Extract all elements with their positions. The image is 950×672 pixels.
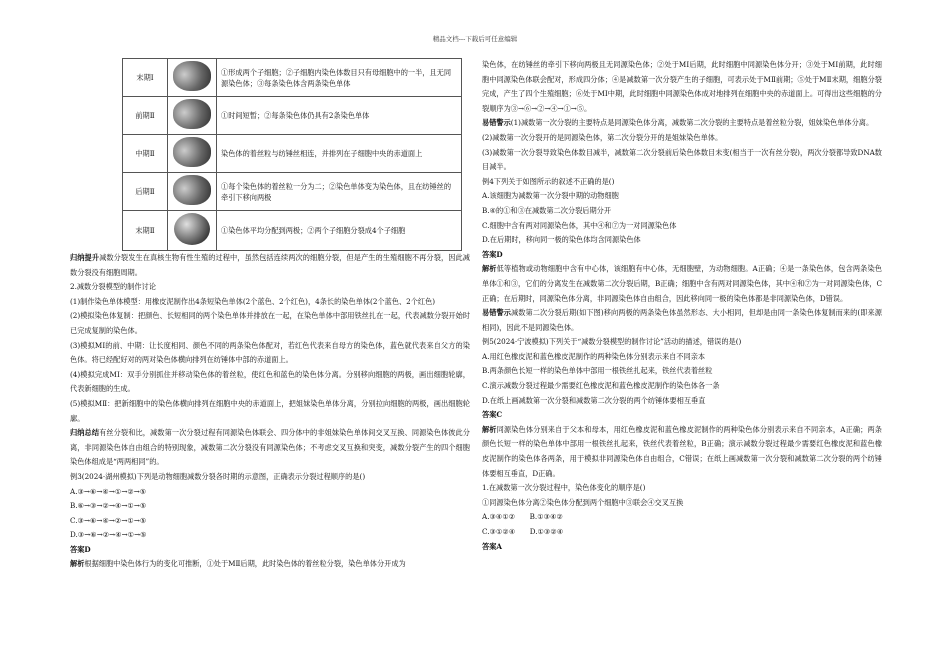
option: B.⑥→③→②→④→①→⑤ bbox=[70, 501, 147, 511]
paragraph: (2)减数第一次分裂开的是同源染色体，第二次分裂分开的是姐妹染色单体。 bbox=[482, 132, 723, 142]
paragraph: (2)模拟染色体复制：把颜色、长短相同的两个染色单体并排放在一起，在染色单体中部用铁丝扎在一起，代表减数分裂开始时已完成复制的染色体。 bbox=[70, 311, 470, 335]
stage-description: ①形成两个子细胞；②子细胞内染色体数目只有母细胞中的一半，且无同源染色体；③每条染色体含两条染色单体 bbox=[217, 59, 462, 97]
paragraph: (1)制作染色单体模型：用橡皮泥制作出4条短染色单体(2个蓝色、2个红色)，4条长的染色单体(2个蓝色、2个红色) bbox=[70, 296, 436, 306]
option: D.③→⑥→②→④→①→⑤ bbox=[70, 530, 147, 540]
example-question: 例3(2024·湖州模拟)下列是动物细胞减数分裂各时期的示意图，正确表示分裂过程顺序的是() bbox=[70, 471, 366, 481]
example-question: 例5(2024·宁波模拟)下列关于“减数分裂模型的制作讨论”活动的描述，错误的是() bbox=[482, 337, 742, 347]
option: B.④的①和③在减数第二次分裂后期分开 bbox=[482, 205, 612, 215]
option: A.用红色橡皮泥和蓝色橡皮泥制作的两种染色体分别表示来自不同亲本 bbox=[482, 351, 706, 361]
option: D.在纸上画减数第一次分裂和减数第二次分裂的两个纺锤体要相互垂直 bbox=[482, 395, 706, 405]
option: D.在后期时，移向同一极的染色体均含同源染色体 bbox=[482, 235, 641, 245]
option: C.细胞中含有两对同源染色体，其中④和⑦为一对同源染色体 bbox=[482, 220, 677, 230]
paragraph: (4)模拟完成MⅠ：双手分别抓住并移动染色体的着丝粒，使红色和蓝色的染色体分离。分别移向细胞的两极，画出细胞轮廓，代表新细胞的生成。 bbox=[70, 369, 470, 394]
left-column bbox=[70, 58, 470, 572]
table-row bbox=[123, 135, 462, 173]
table-row bbox=[123, 173, 462, 211]
stage-description: ①时间短暂；②每条染色体仍具有2条染色单体 bbox=[217, 97, 462, 135]
stage-description: ①每个染色体的着丝粒一分为二；②染色单体变为染色体，且在纺锤丝的牵引下移向两极 bbox=[217, 173, 462, 211]
option: B.两条颜色长短一样的染色单体中部用一根铁丝扎起来，铁丝代表着丝粒 bbox=[482, 366, 713, 376]
warning-paragraph: 易错警示减数第二次分裂后期(如下图)移向两极的两条染色体虽然形态、大小相同，但却是由同一条染色体复制而来的(即来源相同)，因此不是同源染色体。 bbox=[482, 308, 882, 332]
cell-anaphase-icon bbox=[173, 175, 211, 205]
table-row bbox=[123, 211, 462, 251]
cell-metaphase-icon bbox=[173, 137, 211, 167]
answer: 答案C bbox=[482, 410, 503, 420]
table-row bbox=[123, 97, 462, 135]
summary-paragraph: 归纳提升减数分裂发生在真核生物有性生殖的过程中，虽然包括连续两次的细胞分裂，但是产生的生殖细胞不再分裂，因此减数分裂没有细胞周期。 bbox=[70, 253, 470, 277]
stage-name: 后期Ⅱ bbox=[123, 173, 168, 211]
stage-name: 末期Ⅰ bbox=[123, 59, 168, 97]
stage-description: 染色体的着丝粒与纺锤丝相连，并排列在子细胞中央的赤道面上 bbox=[217, 135, 462, 173]
option: C.③→⑥→④→②→①→⑤ bbox=[70, 515, 147, 525]
option-row: A.③④①② B.①③④② bbox=[482, 512, 563, 522]
analysis: 解析根据细胞中染色体行为的变化可推断，①处于MⅡ后期，此时染色体的着丝粒分裂，染色单体分开成为 bbox=[70, 559, 406, 569]
summary-paragraph: 归纳总结有丝分裂和比，减数第一次分裂过程有同源染色体联会、四分体中的非姐妹染色单体间交叉互换、同源染色体彼此分离，非同源染色体自由组合的特别现象，减数第二次分裂没有同源染色体；不考虑交叉互换和突变，减数分裂产生的四个细胞染色体组成是“两两相同”的。 bbox=[70, 428, 470, 467]
stage-description: ①染色体平均分配到两极；②两个子细胞分裂成4个子细胞 bbox=[217, 211, 462, 251]
exercise-question: 1.在减数第一次分裂过程中，染色体变化的顺序是() bbox=[482, 483, 646, 493]
analysis: 解析低等植物或动物细胞中含有中心体，该细胞有中心体，无细胞壁，为动物细胞。A正确；④是一条染色体，包含两条染色单体①和③，它们的分离发生在减数第二次分裂后期，B正确；细胞中含有两对同源染色体，其中④和⑦为一对同源染色体，C正确；在后期时，同源染色体分离，非同源染色体自由组合，因此移向同一极的染色体都是非同源染色体，D错误。 bbox=[482, 264, 882, 303]
warning-paragraph: 易错警示(1)减数第一次分裂的主要特点是同源染色体分离，减数第二次分裂的主要特点是着丝粒分裂，姐妹染色单体分离。 bbox=[482, 118, 874, 128]
option: A.③→⑥→④→①→②→⑤ bbox=[70, 486, 147, 496]
section-title: 2.减数分裂模型的制作讨论 bbox=[70, 282, 156, 292]
page-header: 精品文档---下载后可任意编辑 bbox=[432, 35, 518, 43]
cell-four-cells-icon bbox=[174, 213, 210, 245]
option: A.该细胞为减数第一次分裂中期的动物细胞 bbox=[482, 191, 619, 201]
paragraph: (3)减数第一次分裂导致染色体数目减半，减数第二次分裂前后染色体数目未变(相当于一次有丝分裂)，两次分裂都导致DNA数目减半。 bbox=[482, 147, 882, 172]
answer: 答案D bbox=[70, 544, 91, 554]
meiosis-stage-table bbox=[122, 58, 462, 251]
example-question: 例4下列关于如图所示的叙述不正确的是() bbox=[482, 176, 615, 186]
cell-prophase-icon bbox=[173, 99, 211, 129]
exercise-items: ①同源染色体分离②染色体分配到两个细胞中③联会④交叉互换 bbox=[482, 497, 684, 507]
stage-name: 末期Ⅱ bbox=[123, 211, 168, 251]
paragraph: 染色体，在纺锤丝的牵引下移向两极且无同源染色体；②处于MⅠ后期，此时细胞中同源染色体分开；③处于MⅠ前期，此时细胞中同源染色体联会配对，形成四分体；④是减数第一次分裂产生的子细胞，可表示处于MⅡ前期；⑤处于MⅡ末期，细胞分裂完成，产生了四个生殖细胞；⑥处于MⅠ中期，此时细胞中同源染色体成对地排列在细胞中央的赤道面上。可得出这些细胞的分裂顺序为③→⑥→②→④→①→⑤。 bbox=[482, 60, 882, 113]
stage-name: 前期Ⅱ bbox=[123, 97, 168, 135]
paragraph: (3)模拟MⅠ的前、中期：让长度相同、颜色不同的两条染色体配对，若红色代表来自母方的染色体，蓝色就代表来自父方的染色体。将已经配好对的两对染色体横向排列在纺锤体中部的赤道面上。 bbox=[70, 340, 470, 365]
paragraph: (5)模拟MⅡ：把新细胞中的染色体横向排列在细胞中央的赤道面上，把姐妹染色单体分离，分别拉向细胞的两极，画出细胞轮廓。 bbox=[70, 398, 470, 423]
stage-name: 中期Ⅱ bbox=[123, 135, 168, 173]
cell-two-nuclei-icon bbox=[173, 61, 211, 91]
analysis: 解析同源染色体分别来自于父本和母本，用红色橡皮泥和蓝色橡皮泥制作的两种染色体分别表示来自不同亲本，A正确；两条颜色长短一样的染色单体中部用一根铁丝扎起来，铁丝代表着丝粒，B正确；演示减数分裂过程最少需要红色橡皮泥和蓝色橡皮泥制作的染色体各两条，用于模拟非同源染色体自由组合，C错误；在纸上画减数第一次分裂和减数第二次分裂的两个纺锤体要相互垂直，D正确。 bbox=[482, 424, 882, 478]
table-row bbox=[123, 59, 462, 97]
answer: 答案A bbox=[482, 541, 502, 551]
answer: 答案D bbox=[482, 249, 503, 259]
right-column bbox=[482, 58, 882, 554]
option-row: C.③①②④ D.①③②④ bbox=[482, 527, 564, 536]
option: C.演示减数分裂过程最少需要红色橡皮泥和蓝色橡皮泥制作的染色体各一条 bbox=[482, 381, 720, 391]
